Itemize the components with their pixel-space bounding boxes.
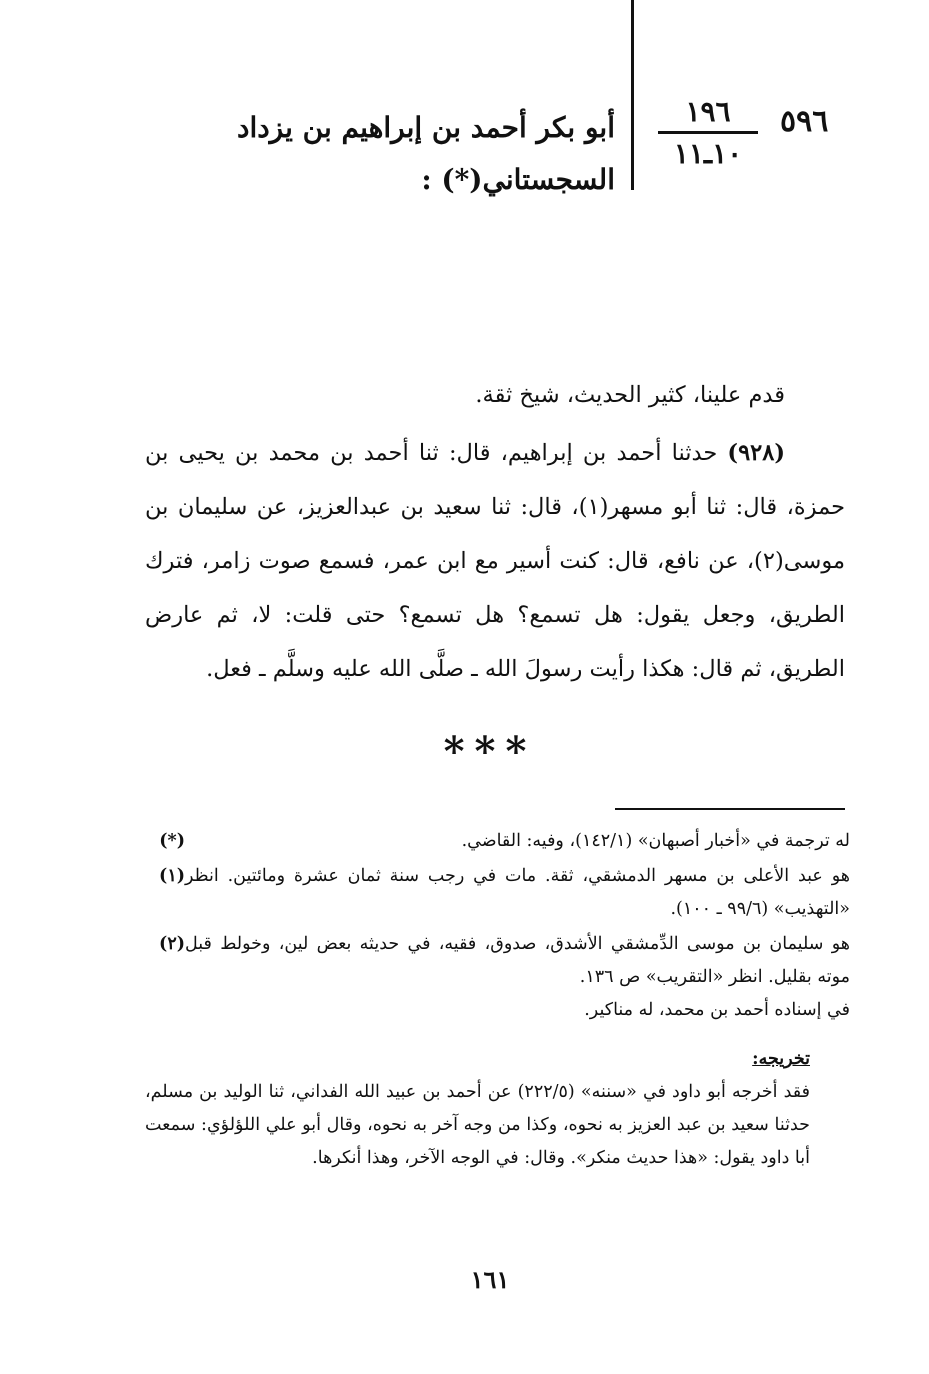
footnote-mark: (١) — [159, 866, 185, 886]
entry-number: ٥٩٦ — [780, 104, 829, 139]
footnote-item — [145, 860, 850, 926]
fraction-bar — [658, 131, 758, 134]
title-line-1: أبو بكر أحمد بن إبراهيم بن يزداد — [236, 111, 615, 144]
takhrij-heading: تخريجه: — [752, 1049, 810, 1069]
footnote-line: له ترجمة في «أخبار أصبهان» (١٤٢/١)، وفيه: القاضي. — [461, 831, 850, 851]
header-divider — [631, 0, 634, 190]
footnotes — [145, 825, 850, 1175]
footnote-item — [145, 825, 850, 858]
takhrij-text: فقد أخرجه أبو داود في «سننه» (٢٢٢/٥) عن أحمد بن عبيد الله الفداني، ثنا الوليد بن مسلم، حدثنا سعيد بن عبد العزيز به نحوه، وكذا من وجه آخر به نحوه، وقال أبو علي اللؤلؤي: سمعت أبا داود يقول: «هذا حديث منكر». وقال: في الوجه الآخر، وهذا أنكرها. — [145, 1082, 810, 1168]
footnote-rule — [615, 808, 845, 810]
footnote-item — [145, 928, 850, 1027]
entry-title — [210, 102, 615, 206]
footnote-text — [185, 928, 850, 1027]
page-number: ١٦١ — [470, 1265, 510, 1294]
hadith-number: (٩٢٨) — [727, 440, 785, 466]
footnote-line: في إسناده أحمد بن محمد، له مناكير. — [584, 1000, 850, 1020]
footnote-line: هو سليمان بن موسى الدِّمشقي الأشدق، صدوق، فقيه، في حديثه بعض لين، وخولط قبل موته بقليل. انظر «التقريب» ص ١٣٦. — [185, 934, 850, 987]
footnote-mark: (٢) — [159, 934, 185, 954]
narrator-note: قدم علينا، كثير الحديث، شيخ ثقة. — [475, 382, 785, 408]
reference-denominator: ١٠ـ١١ — [673, 137, 743, 170]
footnote-line: هو عبد الأعلى بن مسهر الدمشقي، ثقة. مات في رجب سنة ثمان عشرة ومائتين. انظر «التهذيب» (٩٩/٦ ـ ١٠٠). — [185, 866, 850, 919]
footnote-text — [185, 825, 850, 858]
entry-body — [145, 368, 845, 696]
reference-numerator: ١٩٦ — [685, 95, 731, 128]
footnote-mark: (*) — [159, 831, 185, 851]
hadith-paragraph — [145, 426, 845, 696]
footnote-text — [185, 860, 850, 926]
section-separator: *** — [443, 728, 537, 775]
title-line-2: السجستاني(*) : — [421, 163, 615, 196]
takhrij-section — [145, 1043, 850, 1175]
hadith-text: حدثنا أحمد بن إبراهيم، قال: ثنا أحمد بن محمد بن يحيى بن حمزة، قال: ثنا أبو مسهر(١)، قال: ثنا سعيد بن عبدالعزيز، عن سليمان بن موسى(٢)، عن نافع، قال: كنت أسير مع ابن عمر، فسمع صوت زامر، فترك الطريق، وجعل يقول: هل تسمع؟ هل تسمع؟ حتى قلت: لا، ثم عارض الطريق، ثم قال: هكذا رأيت رسولَ الله ـ صلَّى الله عليه وسلَّم ـ فعل. — [145, 440, 845, 682]
volume-reference — [652, 95, 764, 170]
